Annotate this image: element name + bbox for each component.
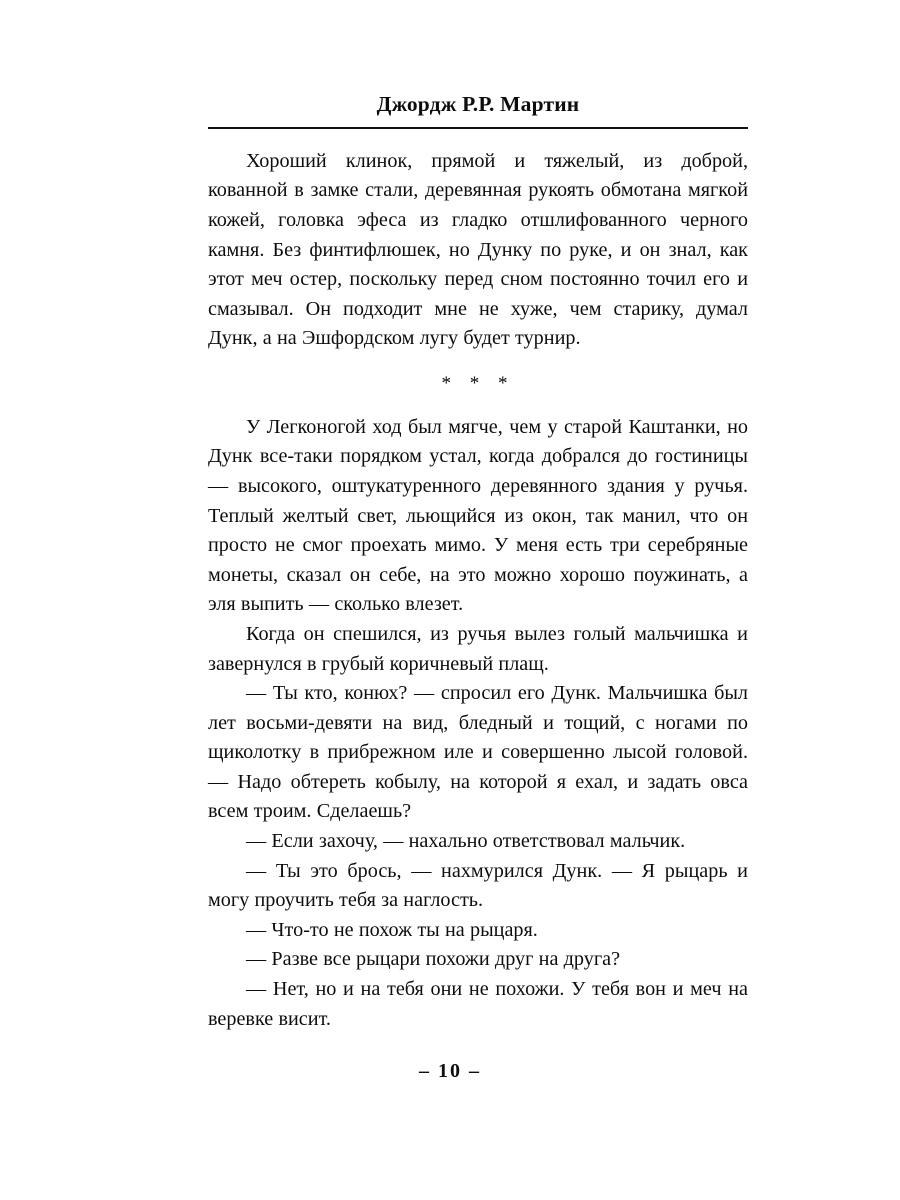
paragraph-6: — Ты это брось, — нахмурился Дунк. — Я рыцарь и могу проучить тебя за наглость. (208, 859, 748, 912)
paragraph-7: — Что-то не похож ты на рыцаря. (246, 918, 538, 941)
paragraph-2: У Легконогой ход был мягче, чем у старой Каштанки, но Дунк все-таки порядком устал, когда добрался до гостиницы — высокого, оштукатуренного деревянного здания у ручья. Теплый желтый свет, льющийся из окон, так манил, что он просто не смог проехать мимо. У меня есть три серебряные монеты, сказал он себе, на это можно хорошо поужинать, а эля выпить — сколько влезет. (208, 415, 748, 616)
header-divider-rule (208, 127, 748, 129)
page-content (208, 92, 748, 1034)
paragraph-8: — Разве все рыцари похожи друг на друга? (246, 948, 621, 971)
running-header-title: Джордж Р.Р. Мартин (376, 92, 580, 116)
paragraph-1: Хороший клинок, прямой и тяжелый, из доброй, кованной в замке стали, деревянная рукоять обмотана мягкой кожей, головка эфеса из гладко отшлифованного черного камня. Без финтифлюшек, но Дунку по руке, и он знал, как этот меч остер, поскольку перед сном постоянно точил его и смазывал. Он подходит мне не хуже, чем старику, думал Дунк, а на Эшфордском лугу будет турнир. (208, 149, 748, 350)
paragraph-9: — Нет, но и на тебя они не похожи. У тебя вон и меч на веревке висит. (208, 978, 748, 1030)
section-divider-asterisks: * * * (441, 372, 515, 394)
page-number: – 10 – (419, 1060, 481, 1082)
paragraph-3: Когда он спешился, из ручья вылез голый мальчишка и завернулся в грубый коричневый плащ. (208, 622, 748, 675)
paragraph-4: — Ты кто, конюх? — спросил его Дунк. Мальчишка был лет восьми-девяти на вид, бледный и тощий, с ногами по щиколотку в прибрежном иле и совершенно лысой головой. — Надо обтереть кобылу, на которой я ехал, и задать овса всем троим. Сделаешь? (208, 682, 748, 823)
paragraph-5: — Если захочу, — нахально ответствовал мальчик. (246, 830, 686, 853)
